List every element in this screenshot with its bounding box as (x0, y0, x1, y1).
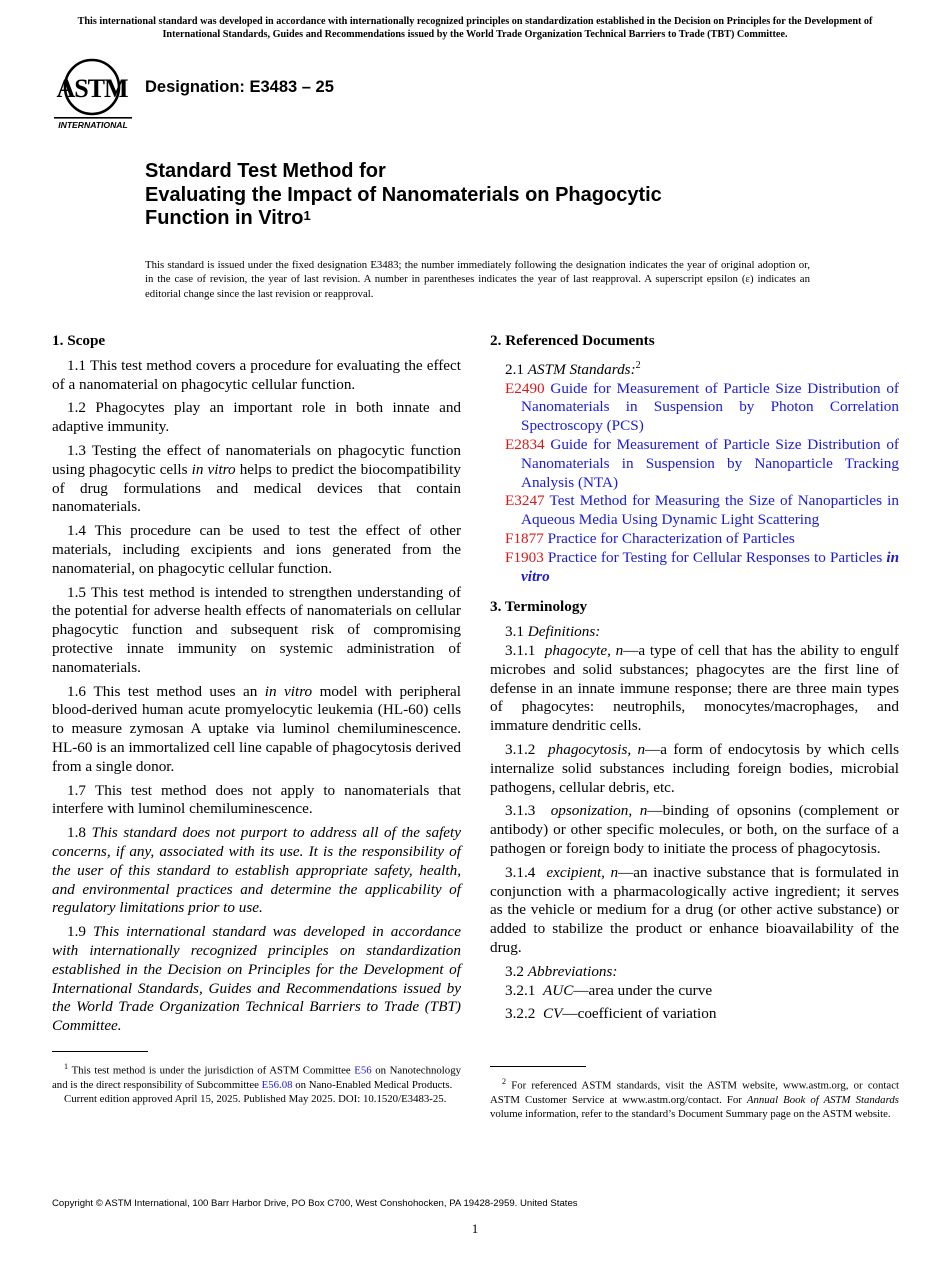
logo-wordmark: ASTM (56, 74, 128, 103)
paragraph-1-5: 1.5 This test method is intended to strengthen understanding of the potential for adverse health effects of nanomaterials on cellular phagocytic function and subsequent risk of compromising protective innate immunity on systemic administration of nanomaterials. (52, 583, 462, 676)
title-line-1: Standard Test Method for (145, 160, 386, 182)
paragraph-1-7: 1.7 This test method does not apply to nanomaterials that interfere with luminol chemiluminescence. (52, 781, 462, 818)
paragraph-1-3: 1.3 Testing the effect of nanomaterials on phagocytic function using phagocytic cells in vitro helps to predict the biocompatibility of drug formulations and medical devices that contain nanomaterials. (52, 441, 462, 516)
copyright: Copyright © ASTM International, 100 Barr Harbor Drive, PO Box C700, West Conshohocken, PA 19428-2959. United States (52, 1198, 578, 1209)
left-column (52, 332, 461, 1041)
definition-opsonization: 3.1.3 opsonization, n—binding of opsonins (complement or antibody) or other specific molecules, or both, on the surface of a pathogen or foreign body to initiate the process of phagocytosis. (490, 802, 900, 857)
footnote-divider-left (52, 1051, 148, 1052)
reference-e3247[interactable]: E3247 Test Method for Measuring the Size of Nanoparticles in Aqueous Media Using Dynamic Light Scattering (505, 492, 899, 529)
paragraph-1-6: 1.6 This test method uses an in vitro model with peripheral blood-derived human acute promyelocytic leukemia (HL-60) cells to measure zymosan A uptake via luminol chemiluminescence. HL-60 is an immortalized cell line capable of phagocytosis derived from a single donor. (52, 682, 461, 775)
title-line-3 (145, 207, 662, 231)
title-line-2: Evaluating the Impact of Nanomaterials on Phagocytic (145, 183, 662, 206)
astm-logo-icon (52, 56, 136, 132)
title-line-3-text: Function in Vitro (145, 207, 304, 229)
reference-e2834[interactable]: E2834 Guide for Measurement of Particle Size Distribution of Nanomaterials in Suspension by Nanoparticle Tracking Analysis (NTA) (505, 436, 899, 491)
page-number: 1 (471, 1221, 479, 1236)
reference-e2490[interactable]: E2490 Guide for Measurement of Particle Size Distribution of Nanomaterials in Suspension by Photon Correlation Spectroscopy (PCS) (505, 379, 899, 435)
designation: Designation: E3483 – 25 (145, 78, 334, 96)
definition-excipient: 3.1.4 excipient, n—an inactive substance that is formulated in conjunction with a pharmacologically active ingredient; it serves as the vehicle or medium for a drug (or other active substance) or added to stabilize the product or enhance bioavailability of the drug. (490, 863, 900, 956)
definition-phagocytosis: 3.1.2 phagocytosis, n—a form of endocytosis by which cells internalize solid substances including foreign bodies, microbial pathogens, cellular debris, etc. (490, 741, 900, 796)
title-footnote-mark: 1 (303, 208, 311, 223)
abbreviations-label: 3.2 Abbreviations: (505, 962, 618, 980)
section-heading-scope: 1. Scope (52, 332, 106, 349)
astm-logo (52, 56, 136, 132)
abbreviation-auc: 3.2.1 AUC—area under the curve (505, 981, 713, 999)
paragraph-1-8: 1.8 This standard does not purport to address all of the safety concerns, if any, associated with its use. It is the responsibility of the user of this standard to establish appropriate safety, health, and environmental practices and determine the applicability of regulatory limitations prior to use. (52, 824, 462, 917)
astm-standards-label: 2.1 ASTM Standards:$^2$ (505, 359, 641, 378)
footnote-1: $^1$ This test method is under the jurisdiction of ASTM Committee E56 on Nanotechnology and is the direct responsibility of Subcommittee E56.08 on Nano-Enabled Medical Products. Current edition approved April 15, 2025. Published May 2025. DOI: 10.1520/E3483-25. (52, 1062, 461, 1105)
abbreviation-cv: 3.2.2 CV—coefficient of variation (505, 1005, 717, 1023)
logo-subtext: INTERNATIONAL (58, 120, 128, 130)
paragraph-1-4: 1.4 This procedure can be used to test the effect of other materials, including excipients and ions generated from the nanomaterial, on phagocytic cellular function. (52, 522, 462, 577)
intro-note: This standard is issued under the fixed designation E3483; the number immediately following the designation indicates the year of original adoption or, in the case of revision, the year of last revision. A number in parentheses indicates the year of last reapproval. A superscript epsilon (ε) indicates an editorial change since the last revision or reapproval. (145, 259, 810, 300)
top-notice: This international standard was developed in accordance with internationally recognized principles on standardization established in the Decision on Principles for the Development of International Standards, Guides and Recommendations issued by the World Trade Organization Technical Barriers to Trade (TBT) Committee. (77, 16, 873, 40)
paragraph-1-1: 1.1 This test method covers a procedure for evaluating the effect of a nanomaterial on phagocytic cellular function. (52, 356, 461, 393)
paragraph-1-2: 1.2 Phagocytes play an important role in both innate and adaptive immunity. (52, 399, 462, 436)
paragraph-1-9: 1.9 This international standard was developed in accordance with internationally recognized principles on standardization established in the Decision on Principles for the Development of International Standards, Guides and Recommendations issued by the World Trade Organization Technical Barriers to Trade (TBT) Committee. (52, 923, 462, 1035)
definitions-label: 3.1 Definitions: (505, 623, 601, 641)
definition-phagocyte: 3.1.1 phagocyte, n—a type of cell that has the ability to engulf microbes and solid substances; phagocytes are the first line of defense in an innate immune response; there are three main types of phagocytes: neutrophils, monocytes/macrophages, and immature dendritic cells. (490, 642, 899, 735)
footnote-2: $^2$ For referenced ASTM standards, visit the ASTM website, www.astm.org, or contact ASTM Customer Service at www.astm.org/contact. For Annual Book of ASTM Standards volume information, refer to the standard’s Document Summary page on the ASTM website. (490, 1077, 899, 1120)
document-title (145, 160, 662, 231)
footnote-link-e56-08[interactable]: E56.08 (261, 1078, 293, 1091)
reference-f1877[interactable]: F1877 Practice for Characterization of Particles (505, 530, 795, 548)
footnote-link-e56[interactable]: E56 (354, 1064, 372, 1077)
section-heading-terminology: 3. Terminology (490, 598, 588, 616)
reference-f1903[interactable]: F1903 Practice for Testing for Cellular Responses to Particles in vitro (505, 548, 900, 585)
footnote-divider-right (490, 1066, 586, 1067)
edition-note: Current edition approved April 15, 2025. Published May 2025. DOI: 10.1520/E3483-25. (64, 1093, 447, 1105)
right-column (490, 332, 899, 1029)
section-heading-referenced-documents: 2. Referenced Documents (490, 332, 655, 349)
